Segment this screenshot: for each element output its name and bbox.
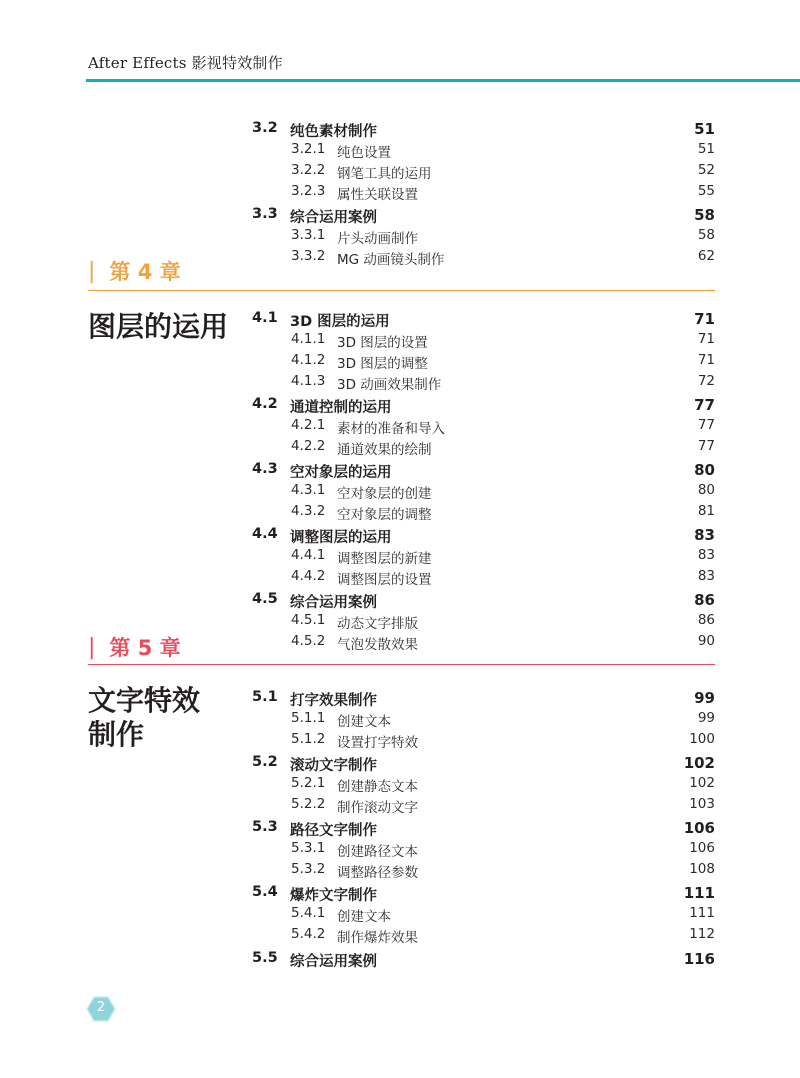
header-divider (86, 79, 800, 82)
chapter-4-divider (88, 290, 715, 291)
toc-entry-number: 3.2.1 (291, 141, 326, 157)
toc-entry-title: 路径文字制作 (290, 823, 377, 839)
toc-entry-page: 103 (689, 796, 715, 812)
toc-entry-page: 52 (697, 162, 715, 178)
toc-entry-page: 83 (694, 526, 715, 544)
chapter-marker-bar: | (88, 634, 96, 660)
toc-entry-page: 99 (697, 710, 715, 726)
toc-entry-page: 83 (697, 547, 715, 563)
toc-entry-title: 制作爆炸效果 (337, 930, 418, 946)
toc-entry-page: 55 (697, 183, 715, 199)
toc-subsection-row (252, 183, 715, 203)
toc-entry-page: 77 (697, 417, 715, 433)
toc-subsection-row (252, 612, 715, 632)
toc-entry-page: 51 (694, 120, 715, 138)
toc-subsection-row (252, 796, 715, 816)
toc-entry-page: 106 (689, 840, 715, 856)
toc-section-row (252, 120, 715, 140)
toc-entry-number: 5.3 (252, 819, 278, 835)
toc-entry-page: 86 (697, 612, 715, 628)
chapter-marker-bar: | (88, 258, 96, 284)
toc-entry-number: 4.5.1 (291, 612, 326, 628)
toc-subsection-row (252, 417, 715, 437)
toc-subsection-row (252, 352, 715, 372)
toc-entry-title: 调整图层的运用 (290, 530, 392, 546)
toc-entry-number: 4.5.2 (291, 633, 326, 649)
toc-entry-number: 4.3.1 (291, 482, 326, 498)
toc-entry-number: 4.2.1 (291, 417, 326, 433)
toc-entry-title: 综合运用案例 (290, 954, 377, 970)
toc-section-row (252, 689, 715, 709)
toc-entry-number: 3.3.2 (291, 248, 326, 264)
toc-entry-page: 83 (697, 568, 715, 584)
toc-entry-number: 4.4 (252, 526, 278, 542)
toc-entry-page: 99 (694, 689, 715, 707)
toc-entry-title: 空对象层的调整 (337, 507, 432, 523)
toc-entry-title: 调整图层的设置 (337, 572, 432, 588)
toc-entry-page: 81 (697, 503, 715, 519)
toc-section-row (252, 950, 715, 970)
chapter-5-label (88, 632, 181, 662)
toc-entry-title: 3D 图层的运用 (290, 314, 390, 330)
toc-entry-title: 纯色素材制作 (290, 124, 377, 140)
toc-section-row (252, 754, 715, 774)
toc-entry-number: 5.2.1 (291, 775, 326, 791)
toc-section-row (252, 884, 715, 904)
book-title: After Effects 影视特效制作 (88, 54, 283, 72)
toc-entry-title: 打字效果制作 (290, 693, 377, 709)
toc-entry-page: 86 (694, 591, 715, 609)
toc-entry-number: 4.4.2 (291, 568, 326, 584)
toc-entry-title: 动态文字排版 (337, 616, 418, 632)
toc-entry-title: 3D 动画效果制作 (337, 377, 442, 393)
toc-subsection-row (252, 861, 715, 881)
toc-entry-page: 111 (683, 884, 715, 902)
toc-entry-title: MG 动画镜头制作 (337, 252, 445, 268)
toc-section-row (252, 310, 715, 330)
toc-section-row (252, 206, 715, 226)
toc-subsection-row (252, 331, 715, 351)
toc-entry-number: 4.1.2 (291, 352, 326, 368)
chapter-4-number: 第 4 章 (109, 260, 181, 284)
page-number: 2 (96, 1000, 106, 1015)
toc-entry-page: 108 (689, 861, 715, 877)
toc-entry-number: 4.2.2 (291, 438, 326, 454)
toc-entry-title: 创建文本 (337, 909, 391, 925)
toc-entry-title: 3D 图层的设置 (337, 335, 428, 351)
toc-entry-number: 4.4.1 (291, 547, 326, 563)
toc-entry-page: 100 (689, 731, 715, 747)
toc-entry-page: 102 (683, 754, 715, 772)
chapter-5-title-line-2: 制作 (88, 718, 145, 751)
toc-subsection-row (252, 141, 715, 161)
toc-entry-number: 3.3.1 (291, 227, 326, 243)
chapter-5-title (88, 684, 200, 752)
toc-entry-title: 调整图层的新建 (337, 551, 432, 567)
toc-entry-number: 5.4.2 (291, 926, 326, 942)
toc-entry-number: 4.3.2 (291, 503, 326, 519)
toc-entry-number: 5.1.2 (291, 731, 326, 747)
toc-entry-title: 空对象层的运用 (290, 465, 392, 481)
toc-entry-title: 纯色设置 (337, 145, 391, 161)
toc-section-row (252, 461, 715, 481)
toc-entry-page: 71 (694, 310, 715, 328)
toc-entry-page: 112 (689, 926, 715, 942)
toc-entry-title: 设置打字特效 (337, 735, 418, 751)
toc-section-row (252, 819, 715, 839)
toc-entry-title: 爆炸文字制作 (290, 888, 377, 904)
toc-entry-number: 4.5 (252, 591, 278, 607)
toc-entry-title: 制作滚动文字 (337, 800, 418, 816)
chapter-4-label (88, 256, 181, 286)
toc-entry-page: 106 (683, 819, 715, 837)
chapter-5-title-line-1: 文字特效 (88, 684, 201, 717)
toc-entry-page: 80 (694, 461, 715, 479)
chapter-5-divider (88, 664, 715, 665)
toc-entry-title: 片头动画制作 (337, 231, 418, 247)
toc-subsection-row (252, 775, 715, 795)
toc-entry-number: 3.2 (252, 120, 278, 136)
toc-entry-title: 通道效果的绘制 (337, 442, 432, 458)
toc-entry-title: 属性关联设置 (337, 187, 418, 203)
toc-entry-page: 58 (697, 227, 715, 243)
chapter-5-number: 第 5 章 (109, 636, 181, 660)
toc-entry-number: 5.4 (252, 884, 278, 900)
toc-entry-title: 滚动文字制作 (290, 758, 377, 774)
toc-entry-number: 4.1 (252, 310, 278, 326)
toc-entry-page: 71 (697, 331, 715, 347)
toc-entry-title: 创建文本 (337, 714, 391, 730)
toc-entry-number: 4.1.3 (291, 373, 326, 389)
toc-subsection-row (252, 438, 715, 458)
toc-section-row (252, 396, 715, 416)
toc-entry-page: 111 (689, 905, 715, 921)
toc-entry-page: 77 (697, 438, 715, 454)
toc-entry-page: 72 (697, 373, 715, 389)
toc-entry-number: 3.2.2 (291, 162, 326, 178)
toc-entry-title: 综合运用案例 (290, 210, 377, 226)
toc-entry-title: 空对象层的创建 (337, 486, 432, 502)
toc-entry-title: 气泡发散效果 (337, 637, 418, 653)
toc-subsection-row (252, 731, 715, 751)
toc-entry-page: 51 (697, 141, 715, 157)
toc-entry-title: 创建路径文本 (337, 844, 418, 860)
toc-entry-title: 创建静态文本 (337, 779, 418, 795)
toc-entry-title: 通道控制的运用 (290, 400, 392, 416)
toc-section-row (252, 591, 715, 611)
toc-entry-title: 钢笔工具的运用 (337, 166, 432, 182)
toc-entry-page: 77 (694, 396, 715, 414)
toc-subsection-row (252, 905, 715, 925)
toc-entry-number: 5.1.1 (291, 710, 326, 726)
chapter-4-title: 图层的运用 (88, 310, 229, 343)
toc-entry-number: 3.2.3 (291, 183, 326, 199)
toc-subsection-row (252, 547, 715, 567)
toc-entry-number: 4.3 (252, 461, 278, 477)
toc-entry-number: 5.1 (252, 689, 278, 705)
toc-entry-page: 116 (683, 950, 715, 968)
toc-subsection-row (252, 248, 715, 268)
toc-entry-number: 4.1.1 (291, 331, 326, 347)
toc-subsection-row (252, 503, 715, 523)
toc-entry-page: 62 (697, 248, 715, 264)
toc-entry-number: 5.3.1 (291, 840, 326, 856)
toc-entry-page: 58 (694, 206, 715, 224)
toc-entry-number: 5.2 (252, 754, 278, 770)
toc-entry-number: 4.2 (252, 396, 278, 412)
toc-entry-number: 5.5 (252, 950, 278, 966)
toc-entry-title: 综合运用案例 (290, 595, 377, 611)
toc-entry-title: 3D 图层的调整 (337, 356, 428, 372)
toc-entry-number: 5.2.2 (291, 796, 326, 812)
toc-subsection-row (252, 227, 715, 247)
toc-entry-number: 5.4.1 (291, 905, 326, 921)
page-number-badge (86, 996, 116, 1022)
toc-subsection-row (252, 482, 715, 502)
toc-subsection-row (252, 568, 715, 588)
toc-entry-number: 3.3 (252, 206, 278, 222)
toc-subsection-row (252, 710, 715, 730)
toc-subsection-row (252, 633, 715, 653)
toc-entry-page: 71 (697, 352, 715, 368)
toc-entry-page: 90 (697, 633, 715, 649)
toc-subsection-row (252, 926, 715, 946)
toc-subsection-row (252, 373, 715, 393)
toc-subsection-row (252, 840, 715, 860)
toc-section-row (252, 526, 715, 546)
toc-entry-title: 素材的准备和导入 (337, 421, 445, 437)
toc-entry-page: 102 (689, 775, 715, 791)
toc-subsection-row (252, 162, 715, 182)
toc-entry-title: 调整路径参数 (337, 865, 418, 881)
toc-entry-number: 5.3.2 (291, 861, 326, 877)
toc-entry-page: 80 (697, 482, 715, 498)
